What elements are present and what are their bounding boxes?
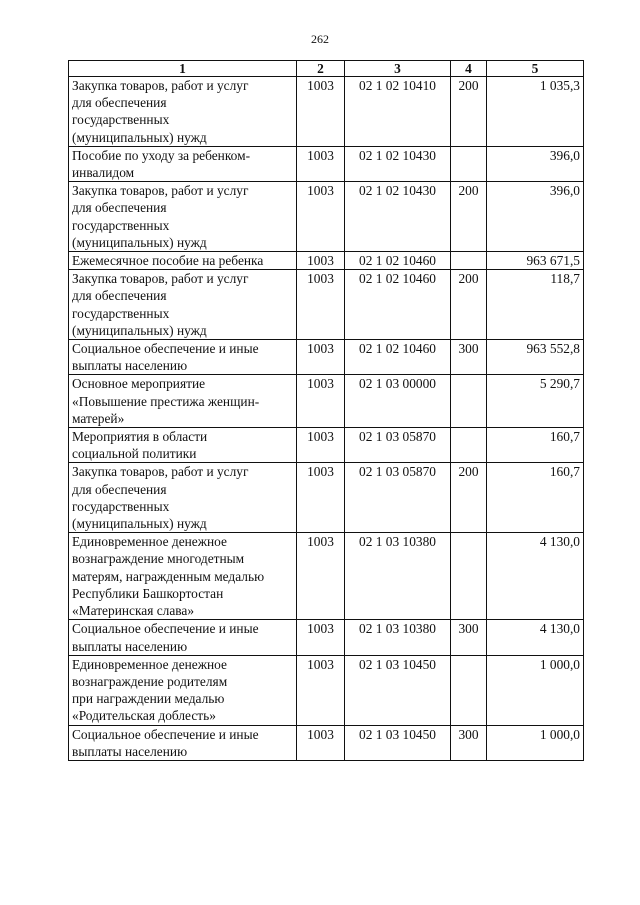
row-target-code: 02 1 03 10450 [345,655,451,725]
row-expense-type: 300 [451,620,487,655]
row-target-code: 02 1 03 05870 [345,463,451,533]
row-target-code: 02 1 03 10380 [345,620,451,655]
row-amount: 5 290,7 [487,375,584,428]
row-target-code: 02 1 03 00000 [345,375,451,428]
row-name: Закупка товаров, работ и услуг для обеспечения государственных (муниципальных) нужд [69,77,297,147]
row-section: 1003 [297,77,345,147]
row-amount: 396,0 [487,146,584,181]
row-name: Закупка товаров, работ и услуг для обеспечения государственных (муниципальных) нужд [69,463,297,533]
row-name: Закупка товаров, работ и услуг для обеспечения государственных (муниципальных) нужд [69,270,297,340]
table-row [69,77,584,147]
row-section: 1003 [297,428,345,463]
row-name: Мероприятия в области социальной политики [69,428,297,463]
table-row [69,533,584,620]
header-col-4: 4 [451,61,487,77]
table-row [69,428,584,463]
row-expense-type [451,252,487,270]
row-amount: 1 000,0 [487,725,584,760]
row-section: 1003 [297,375,345,428]
table-row [69,182,584,252]
row-amount: 963 552,8 [487,340,584,375]
row-name: Пособие по уходу за ребенком- инвалидом [69,146,297,181]
row-section: 1003 [297,655,345,725]
row-expense-type [451,146,487,181]
header-col-5: 5 [487,61,584,77]
row-amount: 118,7 [487,270,584,340]
row-target-code: 02 1 02 10460 [345,270,451,340]
row-section: 1003 [297,725,345,760]
row-expense-type: 200 [451,182,487,252]
row-target-code: 02 1 02 10460 [345,252,451,270]
row-section: 1003 [297,270,345,340]
table-row [69,463,584,533]
table-row [69,655,584,725]
header-col-2: 2 [297,61,345,77]
table-row [69,270,584,340]
row-name: Единовременное денежное вознаграждение родителям при награждении медалью «Родительская доблесть» [69,655,297,725]
page-number: 262 [311,32,329,46]
row-name: Ежемесячное пособие на ребенка [69,252,297,270]
row-amount: 963 671,5 [487,252,584,270]
row-section: 1003 [297,620,345,655]
row-section: 1003 [297,252,345,270]
row-expense-type [451,375,487,428]
row-target-code: 02 1 02 10460 [345,340,451,375]
header-col-3: 3 [345,61,451,77]
row-target-code: 02 1 03 10450 [345,725,451,760]
table-row [69,252,584,270]
table-row [69,375,584,428]
row-section: 1003 [297,340,345,375]
row-section: 1003 [297,463,345,533]
row-amount: 1 000,0 [487,655,584,725]
row-section: 1003 [297,146,345,181]
row-expense-type: 200 [451,463,487,533]
row-name: Закупка товаров, работ и услуг для обеспечения государственных (муниципальных) нужд [69,182,297,252]
table-body [69,77,584,761]
table-row [69,620,584,655]
row-expense-type [451,655,487,725]
table-row [69,146,584,181]
row-name: Социальное обеспечение и иные выплаты населению [69,620,297,655]
row-amount: 396,0 [487,182,584,252]
row-expense-type: 300 [451,340,487,375]
table-row [69,725,584,760]
row-section: 1003 [297,182,345,252]
row-expense-type: 300 [451,725,487,760]
row-target-code: 02 1 02 10430 [345,146,451,181]
row-expense-type [451,428,487,463]
row-name: Социальное обеспечение и иные выплаты населению [69,340,297,375]
table-row [69,340,584,375]
row-amount: 1 035,3 [487,77,584,147]
row-expense-type [451,533,487,620]
row-target-code: 02 1 02 10410 [345,77,451,147]
row-target-code: 02 1 03 10380 [345,533,451,620]
row-expense-type: 200 [451,77,487,147]
row-expense-type: 200 [451,270,487,340]
row-target-code: 02 1 02 10430 [345,182,451,252]
row-name: Основное мероприятие «Повышение престижа женщин- матерей» [69,375,297,428]
row-amount: 160,7 [487,463,584,533]
table-header-row [69,61,584,77]
header-col-1: 1 [69,61,297,77]
row-section: 1003 [297,533,345,620]
row-name: Единовременное денежное вознаграждение многодетным матерям, награжденным медалью Республики Башкортостан «Материнская слава» [69,533,297,620]
row-amount: 160,7 [487,428,584,463]
row-name: Социальное обеспечение и иные выплаты населению [69,725,297,760]
row-amount: 4 130,0 [487,620,584,655]
budget-table [68,60,584,761]
row-amount: 4 130,0 [487,533,584,620]
row-target-code: 02 1 03 05870 [345,428,451,463]
